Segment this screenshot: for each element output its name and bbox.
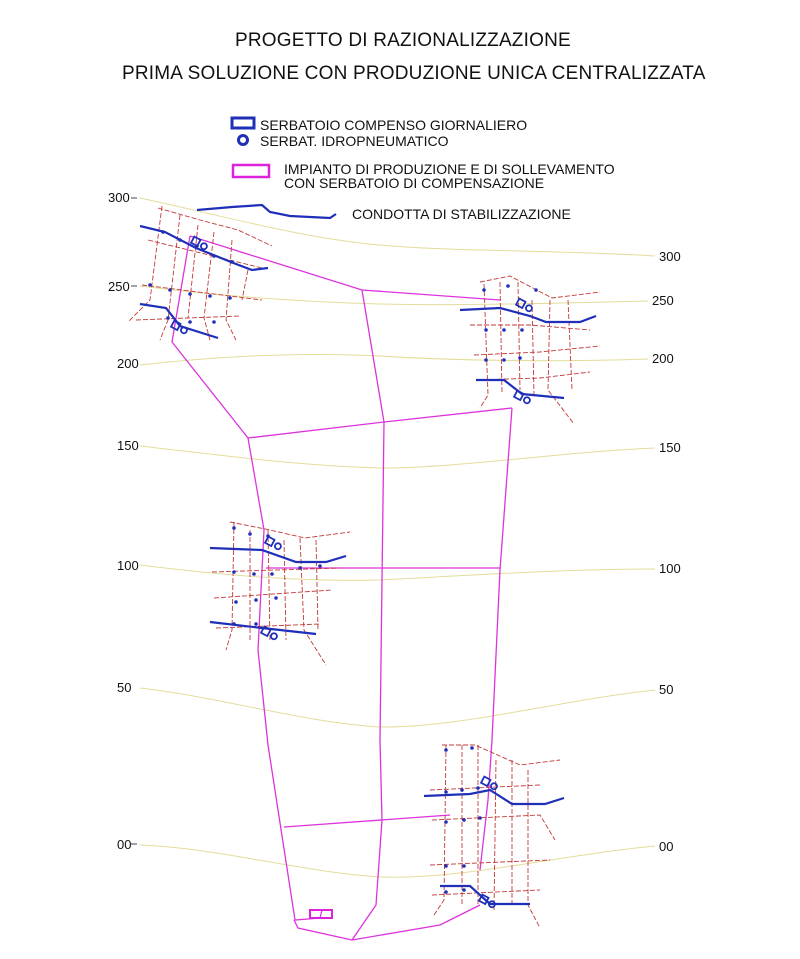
reservoir-symbol-1 (191, 237, 208, 251)
contour-50 (140, 688, 655, 727)
contour-label-left-00: 00 (117, 837, 132, 852)
title-line-1: PROGETTO DI RAZIONALIZZAZIONE (235, 30, 571, 51)
title-line-2: PRIMA SOLUZIONE CON PRODUZIONE UNICA CENTRALIZZATA (122, 63, 706, 84)
reservoir-symbols (171, 237, 533, 909)
legend-plant-icon (233, 165, 269, 177)
legend-hydropneumatic-icon (239, 136, 248, 145)
legend-pipeline: CONDOTTA DI STABILIZZAZIONE (352, 206, 571, 222)
contour-lines (140, 198, 655, 877)
contour-label-left-200: 200 (117, 356, 139, 371)
contour-label-left-100: 100 (117, 558, 139, 573)
contour-label-right-50: 50 (659, 682, 674, 697)
contour-100 (140, 565, 655, 580)
reservoir-symbol-4 (514, 391, 531, 405)
contour-label-right-00: 00 (659, 839, 674, 854)
legend-daily-reservoir: SERBATOIO COMPENSO GIORNALIERO (260, 117, 528, 133)
contour-label-right-300: 300 (659, 249, 681, 264)
contour-label-left-50: 50 (117, 680, 132, 695)
distribution-networks (128, 206, 600, 928)
main-pipeline-network (172, 236, 512, 940)
contour-label-right-100: 100 (659, 561, 681, 576)
legend-plant-line-2: CON SERBATOIO DI COMPENSAZIONE (284, 175, 545, 191)
contour-200 (140, 354, 648, 365)
contour-label-left-250: 250 (108, 279, 130, 294)
contour-label-right-200: 200 (652, 351, 674, 366)
contour-label-right-150: 150 (659, 440, 681, 455)
legend-hydropneumatic: SERBAT. IDROPNEUMATICO (260, 133, 449, 149)
legend-reservoir-icon (232, 118, 254, 128)
contour-label-right-250: 250 (652, 293, 674, 308)
contour-label-left-300: 300 (108, 190, 130, 205)
contour-250 (140, 286, 648, 305)
reservoir-symbol-5 (265, 537, 282, 551)
contour-00 (140, 845, 655, 877)
legend-plant-line-1: IMPIANTO DI PRODUZIONE E DI SOLLEVAMENTO (284, 161, 615, 177)
contour-label-left-150: 150 (117, 438, 139, 453)
valve-markers (148, 230, 538, 894)
contour-150 (140, 446, 655, 468)
